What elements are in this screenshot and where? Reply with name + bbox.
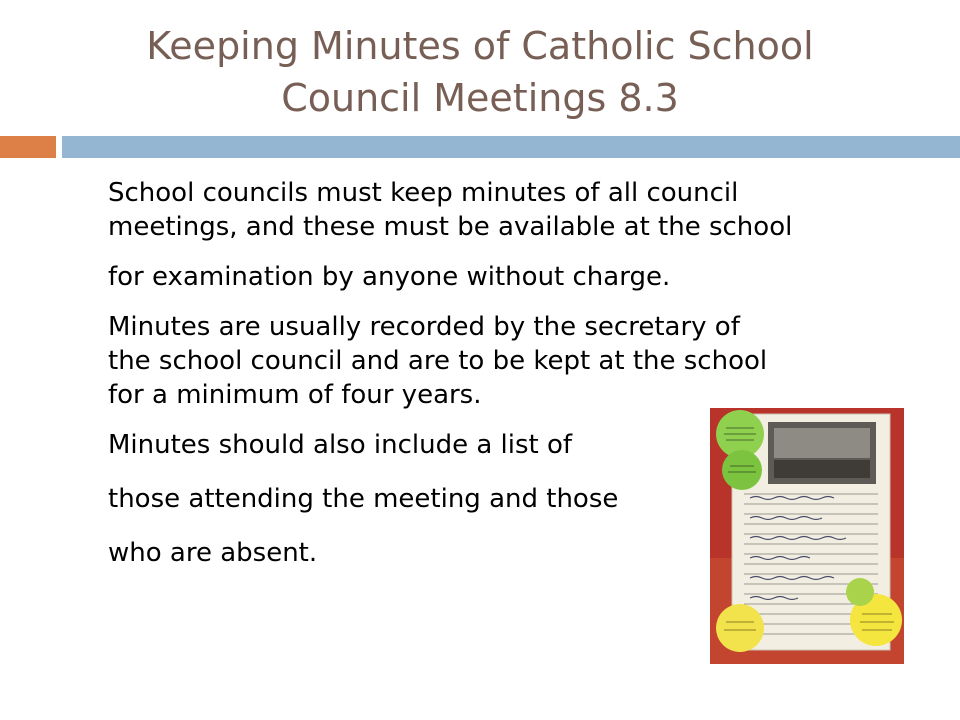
paragraph-1-line-3: for examination by anyone without charge. [108, 262, 671, 292]
minutes-display-photo [710, 408, 904, 664]
paragraph-2-line-1: Minutes are usually recorded by the secretary of [108, 312, 740, 342]
slide-title-line-2: Council Meetings 8.3 [281, 76, 679, 120]
paragraph-3-line-2: those attending the meeting and those [108, 484, 619, 514]
paragraph-1-line-2: meetings, and these must be available at the school [108, 212, 793, 242]
paragraph-2-line-2: the school council and are to be kept at the school [108, 346, 768, 376]
slide-title-line-1: Keeping Minutes of Catholic School [146, 24, 814, 68]
paragraph-1-line-1: School councils must keep minutes of all council [108, 178, 739, 208]
minutes-display-photo-icon [710, 408, 904, 664]
paragraph-2-line-3: for a minimum of four years. [108, 380, 482, 410]
accent-bar-blue [62, 136, 960, 158]
paragraph-3-line-1: Minutes should also include a list of [108, 430, 573, 460]
slide-title [40, 20, 920, 124]
paragraph-1 [108, 176, 918, 294]
accent-bar-orange [0, 136, 56, 158]
paragraph-2 [108, 310, 918, 412]
paragraph-3-line-3: who are absent. [108, 538, 318, 568]
